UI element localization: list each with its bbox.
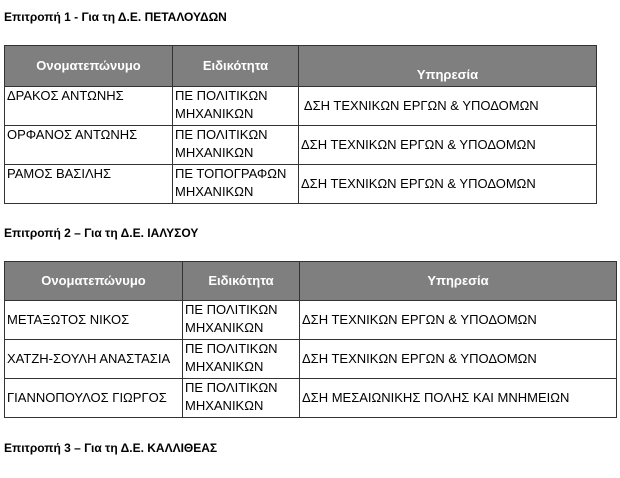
column-header-name: Ονοματεπώνυμο [5, 262, 183, 301]
table-row [5, 126, 597, 165]
cell-service: ΔΣΗ ΤΕΧΝΙΚΩΝ ΕΡΓΩΝ & ΥΠΟΔΟΜΩΝ [299, 165, 597, 204]
cell-name: ΟΡΦΑΝΟΣ ΑΝΤΩΝΗΣ [5, 126, 173, 165]
cell-name: ΧΑΤΖΗ-ΣΟΥΛΗ ΑΝΑΣΤΑΣΙΑ [5, 340, 183, 379]
column-header-service: Υπηρεσία [300, 262, 617, 301]
table-row [5, 87, 597, 126]
cell-name: ΜΕΤΑΞΩΤΟΣ ΝΙΚΟΣ [5, 301, 183, 340]
table-header-row [5, 46, 597, 87]
specialty-line-1: ΠΕ ΠΟΛΙΤΙΚΩΝ [185, 380, 278, 395]
table-row [5, 340, 617, 379]
committee-1-title: Επιτροπή 1 - Για τη Δ.Ε. ΠΕΤΑΛΟΥΔΩΝ [4, 10, 227, 24]
cell-specialty [183, 340, 300, 379]
cell-service: ΔΣΗ ΜΕΣΑΙΩΝΙΚΗΣ ΠΟΛΗΣ ΚΑΙ ΜΝΗΜΕΙΩΝ [300, 379, 617, 418]
committee-2-title: Επιτροπή 2 – Για τη Δ.Ε. ΙΑΛΥΣΟΥ [4, 226, 199, 240]
cell-service: ΔΣΗ ΤΕΧΝΙΚΩΝ ΕΡΓΩΝ & ΥΠΟΔΟΜΩΝ [300, 301, 617, 340]
cell-specialty [173, 165, 299, 204]
specialty-line-1: ΠΕ ΠΟΛΙΤΙΚΩΝ [185, 341, 278, 356]
committee-1-table [4, 45, 597, 204]
specialty-line-2: ΜΗΧΑΝΙΚΩΝ [185, 320, 264, 335]
cell-name: ΔΡΑΚΟΣ ΑΝΤΩΝΗΣ [5, 87, 173, 126]
column-header-name: Ονοματεπώνυμο [5, 46, 173, 87]
specialty-line-1: ΠΕ ΠΟΛΙΤΙΚΩΝ [175, 88, 268, 103]
specialty-line-2: ΜΗΧΑΝΙΚΩΝ [185, 359, 264, 374]
cell-specialty [173, 87, 299, 126]
cell-specialty [183, 379, 300, 418]
column-header-service: Υπηρεσία [299, 46, 597, 87]
cell-service: ΔΣΗ ΤΕΧΝΙΚΩΝ ΕΡΓΩΝ & ΥΠΟΔΟΜΩΝ [300, 340, 617, 379]
specialty-line-2: ΜΗΧΑΝΙΚΩΝ [175, 184, 254, 199]
specialty-line-1: ΠΕ ΠΟΛΙΤΙΚΩΝ [175, 127, 268, 142]
table-row [5, 379, 617, 418]
column-header-specialty: Ειδικότητα [173, 46, 299, 87]
table-header-row [5, 262, 617, 301]
specialty-line-1: ΠΕ ΠΟΛΙΤΙΚΩΝ [185, 302, 278, 317]
committee-3-title: Επιτροπή 3 – Για τη Δ.Ε. ΚΑΛΛΙΘΕΑΣ [4, 441, 218, 455]
cell-name: ΡΑΜΟΣ ΒΑΣΙΛΗΣ [5, 165, 173, 204]
specialty-line-2: ΜΗΧΑΝΙΚΩΝ [185, 398, 264, 413]
cell-service: ΔΣΗ ΤΕΧΝΙΚΩΝ ΕΡΓΩΝ & ΥΠΟΔΟΜΩΝ [299, 87, 597, 126]
table-row [5, 301, 617, 340]
column-header-specialty: Ειδικότητα [183, 262, 300, 301]
specialty-line-2: ΜΗΧΑΝΙΚΩΝ [175, 106, 254, 121]
specialty-line-1: ΠΕ ΤΟΠΟΓΡΑΦΩΝ [175, 166, 287, 181]
committee-2-table [4, 261, 617, 418]
cell-specialty [173, 126, 299, 165]
cell-name: ΓΙΑΝΝΟΠΟΥΛΟΣ ΓΙΩΡΓΟΣ [5, 379, 183, 418]
specialty-line-2: ΜΗΧΑΝΙΚΩΝ [175, 145, 254, 160]
cell-specialty [183, 301, 300, 340]
table-row [5, 165, 597, 204]
cell-service: ΔΣΗ ΤΕΧΝΙΚΩΝ ΕΡΓΩΝ & ΥΠΟΔΟΜΩΝ [299, 126, 597, 165]
